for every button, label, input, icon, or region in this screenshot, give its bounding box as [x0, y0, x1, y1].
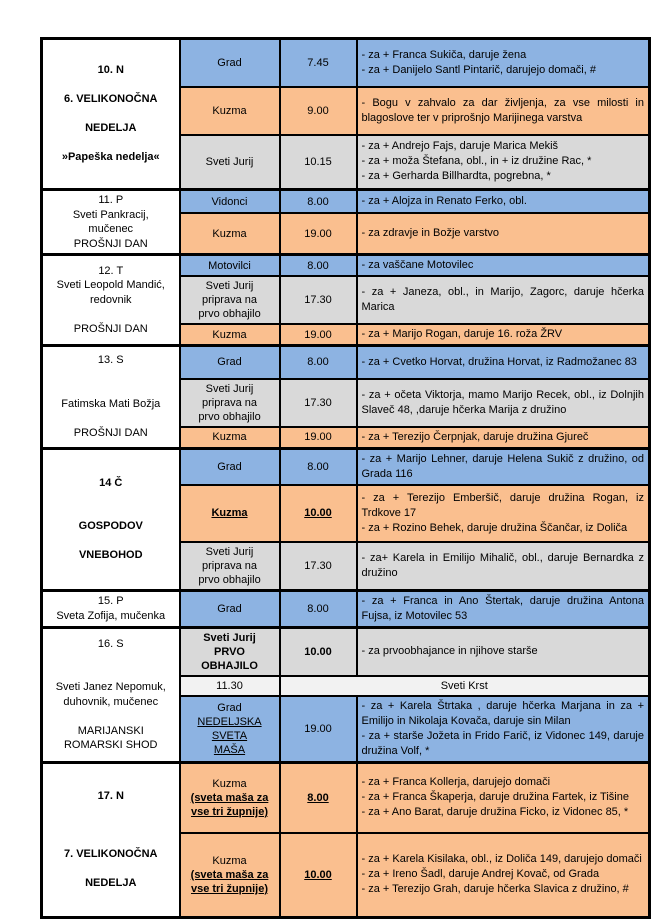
location-cell — [180, 39, 280, 87]
location-cell — [180, 696, 280, 763]
location-line: (sveta maša za — [190, 868, 269, 881]
location-line: Kuzma — [212, 777, 247, 790]
location-cell — [180, 485, 280, 542]
date-line — [47, 709, 175, 724]
time-cell — [280, 213, 357, 254]
location-line: 11.30 — [216, 679, 243, 692]
schedule-row — [42, 762, 650, 833]
intention-line: - za + Rozino Behek, daruje družina Ščančar, iz Doliča — [361, 521, 628, 534]
time-value: 7.45 — [307, 56, 329, 69]
schedule-row — [42, 255, 650, 277]
location-line: priprava na — [201, 396, 258, 409]
location-cell — [180, 255, 280, 277]
date-cell — [42, 39, 180, 190]
location-line: Grad — [217, 602, 242, 615]
time-cell — [280, 762, 357, 833]
time-value: 10.00 — [304, 645, 332, 658]
intention-cell — [357, 324, 650, 346]
date-line: ROMARSKI SHOD — [63, 739, 158, 751]
location-line: Grad — [217, 356, 242, 369]
location-line: NEDELJSKA — [197, 715, 262, 728]
schedule-body — [42, 39, 650, 918]
date-line: 10. N — [97, 64, 124, 77]
location-line: Sveti Jurij — [205, 280, 254, 292]
location-line: Grad — [217, 56, 242, 69]
intention-line: - za + Terezijo Grah, daruje hčerka Slavica z družino, # — [361, 883, 629, 896]
date-line: Sveti Pankracij, — [72, 208, 149, 221]
date-line: NEDELJA — [85, 122, 137, 135]
date-line: 15. P — [97, 595, 124, 607]
date-line — [47, 490, 175, 505]
time-cell — [280, 255, 357, 277]
date-line — [47, 651, 175, 666]
note-cell: Sveti Krst — [280, 676, 650, 696]
location-line: Kuzma — [212, 431, 247, 443]
intention-cell — [357, 448, 650, 485]
intention-line: - za zdravje in Božje varstvo — [361, 227, 500, 240]
date-line: Fatimska Mati Božja — [61, 397, 161, 410]
date-line — [47, 136, 175, 151]
intention-cell — [357, 762, 650, 833]
time-cell — [280, 39, 357, 87]
schedule-row — [42, 590, 650, 627]
intention-line: - za + Alojza in Renato Ferko, obl. — [361, 195, 527, 208]
intention-line: - za + Franca Škaperja, daruje družina Fartek, iz Tišine — [361, 791, 629, 804]
date-cell — [42, 255, 180, 346]
location-line: prvo obhajilo — [198, 308, 261, 320]
time-cell — [280, 448, 357, 485]
date-line: PROŠNJI DAN — [73, 322, 148, 335]
location-line: Sveti Jurij — [205, 155, 254, 168]
intention-cell — [357, 833, 650, 917]
intention-line: - za + Gerharda Billhardta, pogrebna, * — [361, 170, 551, 183]
intention-cell — [357, 627, 650, 676]
location-line: Kuzma — [212, 854, 247, 867]
date-line: Sveti Leopold Mandić, — [56, 279, 165, 292]
location-line: Grad — [217, 460, 242, 473]
date-line — [47, 505, 175, 520]
date-line: 6. VELIKONOČNA — [63, 93, 158, 106]
intention-line: - Bogu v zahvalo za dar življenja, za vse milosti in blagoslove ter v priprošnjo Marijinega varstva — [361, 96, 644, 124]
intention-line: - za + Terezijo Čerpnjak, daruje družina Gjureč — [361, 430, 589, 443]
date-line: duhovnik, mučenec — [63, 695, 159, 708]
location-line: vse tri župnije) — [190, 805, 269, 818]
location-cell — [180, 590, 280, 627]
location-line: vse tri župnije) — [190, 882, 269, 895]
date-line — [47, 307, 175, 322]
intention-cell — [357, 590, 650, 627]
location-cell — [180, 379, 280, 427]
intention-line: - za + Ano Barat, daruje družina Ficko, iz Vidonec 85, * — [361, 806, 629, 819]
time-value: 8.00 — [307, 195, 329, 208]
date-line: 7. VELIKONOČNA — [63, 847, 158, 860]
location-cell — [180, 833, 280, 917]
date-cell — [42, 448, 180, 590]
time-cell — [280, 833, 357, 917]
time-cell — [280, 324, 357, 346]
mass-schedule-table — [40, 37, 651, 919]
time-cell — [280, 135, 357, 190]
location-line: Motovilci — [208, 259, 251, 272]
date-cell — [42, 590, 180, 627]
time-cell — [280, 590, 357, 627]
location-line: Sveti Jurij — [205, 545, 254, 558]
time-value: 10.00 — [304, 868, 332, 881]
date-line — [47, 534, 175, 549]
time-value: 8.00 — [307, 259, 329, 272]
time-value: 10.00 — [304, 507, 332, 519]
date-line: VNEBOHOD — [78, 549, 143, 561]
location-cell — [180, 87, 280, 135]
date-line — [47, 861, 175, 876]
time-cell — [280, 346, 357, 379]
location-cell — [180, 324, 280, 346]
intention-cell — [357, 427, 650, 449]
time-value: 8.00 — [307, 460, 329, 473]
time-value: 19.00 — [304, 328, 332, 341]
intention-cell — [357, 379, 650, 427]
date-line: »Papeška nedelja« — [61, 151, 160, 164]
time-cell — [280, 276, 357, 324]
time-value: 8.00 — [307, 791, 329, 804]
location-line: priprava na — [201, 294, 258, 306]
location-line: Kuzma — [212, 328, 247, 341]
location-cell — [180, 542, 280, 591]
date-line: MARIJANSKI — [77, 724, 144, 737]
time-cell — [280, 627, 357, 676]
location-cell — [180, 627, 280, 676]
location-line: SVETA — [211, 729, 248, 742]
intention-cell — [357, 346, 650, 379]
intention-line: - za + Franca Kollerja, darujejo domači — [361, 776, 551, 789]
time-value: 19.00 — [304, 227, 332, 240]
intention-cell — [357, 190, 650, 214]
time-cell — [280, 190, 357, 214]
location-line: Kuzma — [212, 227, 247, 240]
date-line — [47, 666, 175, 681]
date-cell — [42, 627, 180, 762]
date-line: 17. N — [97, 789, 124, 802]
time-value: 8.00 — [307, 356, 329, 369]
intention-line: - za + Danijelo Santl Pintarič, darujejo domači, # — [361, 63, 596, 76]
date-line: PROŠNJI DAN — [73, 237, 148, 250]
intention-cell — [357, 213, 650, 254]
date-line: 16. S — [97, 637, 124, 650]
time-value: 17.30 — [304, 559, 332, 572]
intention-line: - za + Karela Kisilaka, obl., iz Doliča 149, darujejo domači — [361, 853, 642, 866]
intention-line: - za + Franca in Ano Štertak, daruje družina Antona Fujsa, iz Motovilec 53 — [361, 594, 644, 622]
date-line — [47, 832, 175, 847]
intention-line: - za + Karela Štrtaka , daruje hčerka Marjana in za + Emilijo in Nikolaja Kovača, daruje sin Milan — [361, 699, 644, 727]
location-line: Vidonci — [211, 195, 248, 208]
location-line: Kuzma — [212, 104, 247, 117]
intention-cell — [357, 485, 650, 542]
time-value: 9.00 — [307, 104, 329, 117]
location-cell — [180, 276, 280, 324]
schedule-row — [42, 627, 650, 676]
time-cell — [280, 87, 357, 135]
time-cell — [280, 542, 357, 591]
location-line: prvo obhajilo — [198, 573, 261, 586]
location-line: Sveti Jurij — [205, 382, 254, 395]
schedule-row — [42, 448, 650, 485]
date-line — [47, 803, 175, 818]
time-cell — [280, 379, 357, 427]
location-cell — [180, 762, 280, 833]
time-cell — [280, 427, 357, 449]
intention-line: - za + Marijo Rogan, daruje 16. roža ŽRV — [361, 328, 563, 340]
date-line: mučenec — [88, 223, 134, 235]
intention-line: - za prvoobhajance in njihove starše — [361, 645, 538, 657]
date-line: Sveti Janez Nepomuk, — [55, 681, 166, 693]
location-cell — [180, 135, 280, 190]
intention-cell — [357, 276, 650, 324]
intention-line: - za + očeta Viktorja, mamo Marijo Recek, obl., iz Dolnjih Slaveč 48, ,daruje hčerka Marija z družino — [361, 388, 644, 416]
time-value: 17.30 — [304, 294, 332, 306]
time-cell — [280, 485, 357, 542]
date-line: PROŠNJI DAN — [73, 426, 148, 439]
time-value: 19.00 — [304, 722, 332, 735]
date-line: redovnik — [89, 293, 132, 306]
date-line: 12. T — [98, 264, 124, 277]
location-cell — [180, 346, 280, 379]
time-cell — [280, 696, 357, 763]
location-cell — [180, 676, 280, 696]
location-cell — [180, 448, 280, 485]
schedule-row — [42, 39, 650, 87]
date-line: 13. S — [97, 354, 124, 367]
intention-cell — [357, 39, 650, 87]
date-line — [47, 107, 175, 122]
intention-cell — [357, 255, 650, 277]
location-line: MAŠA — [213, 743, 246, 756]
schedule-row — [42, 346, 650, 379]
date-line — [47, 368, 175, 383]
intention-line: - za + Franca Sukiča, daruje žena — [361, 48, 527, 61]
date-line — [47, 78, 175, 93]
date-line — [47, 818, 175, 833]
time-value: 8.00 — [307, 602, 329, 615]
date-line — [47, 411, 175, 426]
date-line — [47, 382, 175, 397]
schedule-row — [42, 190, 650, 214]
date-line: GOSPODOV — [78, 520, 143, 532]
location-cell — [180, 190, 280, 214]
location-line: (sveta maša za — [190, 791, 269, 804]
date-line: NEDELJA — [85, 876, 137, 889]
intention-line: - za+ Karela in Emilijo Mihalič, obl., daruje Bernardka z družino — [361, 551, 644, 579]
date-line: 14 Č — [99, 476, 123, 489]
intention-line: - za + Cvetko Horvat, družina Horvat, iz Radmožanec 83 — [361, 355, 637, 368]
intention-line: - za + moža Štefana, obl., in + iz družine Rac, * — [361, 155, 592, 168]
intention-line: - za + Ireno Šadl, daruje Andrej Kovač, od Grada — [361, 868, 600, 881]
time-value: 17.30 — [304, 396, 332, 409]
location-line: prvo obhajilo — [198, 410, 261, 423]
location-cell — [180, 427, 280, 449]
date-cell — [42, 346, 180, 449]
time-value: 10.15 — [304, 155, 332, 168]
location-line: priprava na — [201, 559, 258, 572]
location-line: OBHAJILO — [201, 659, 258, 672]
location-line: PRVO — [214, 645, 245, 658]
intention-line: - za + Terezijo Emberšič, daruje družina Rogan, iz Trdkove 17 — [361, 491, 644, 519]
mass-schedule-document — [40, 37, 649, 919]
location-line: Grad — [217, 701, 242, 714]
intention-cell — [357, 542, 650, 591]
intention-line: - za vaščane Motovilec — [361, 259, 474, 271]
time-value: 19.00 — [304, 431, 332, 443]
intention-line: - za + Marijo Lehner, daruje Helena Sukič z družino, od Grada 116 — [361, 452, 644, 480]
date-line: Sveta Zofija, mučenka — [56, 609, 166, 622]
location-line: Kuzma — [211, 507, 248, 519]
intention-cell — [357, 135, 650, 190]
location-cell — [180, 213, 280, 254]
date-cell — [42, 190, 180, 255]
intention-line: - za + Janeza, obl., in Marijo, Zagorc, daruje hčerka Marica — [361, 286, 644, 313]
location-line: Sveti Jurij — [203, 631, 256, 644]
intention-line: - za + starše Jožeta in Frido Farič, iz Vidonec 149, daruje družina Volf, * — [361, 729, 644, 757]
intention-line: - za + Andrejo Fajs, daruje Marica Mekiš — [361, 140, 559, 153]
date-line: 11. P — [98, 194, 124, 206]
intention-cell — [357, 87, 650, 135]
intention-cell — [357, 696, 650, 763]
